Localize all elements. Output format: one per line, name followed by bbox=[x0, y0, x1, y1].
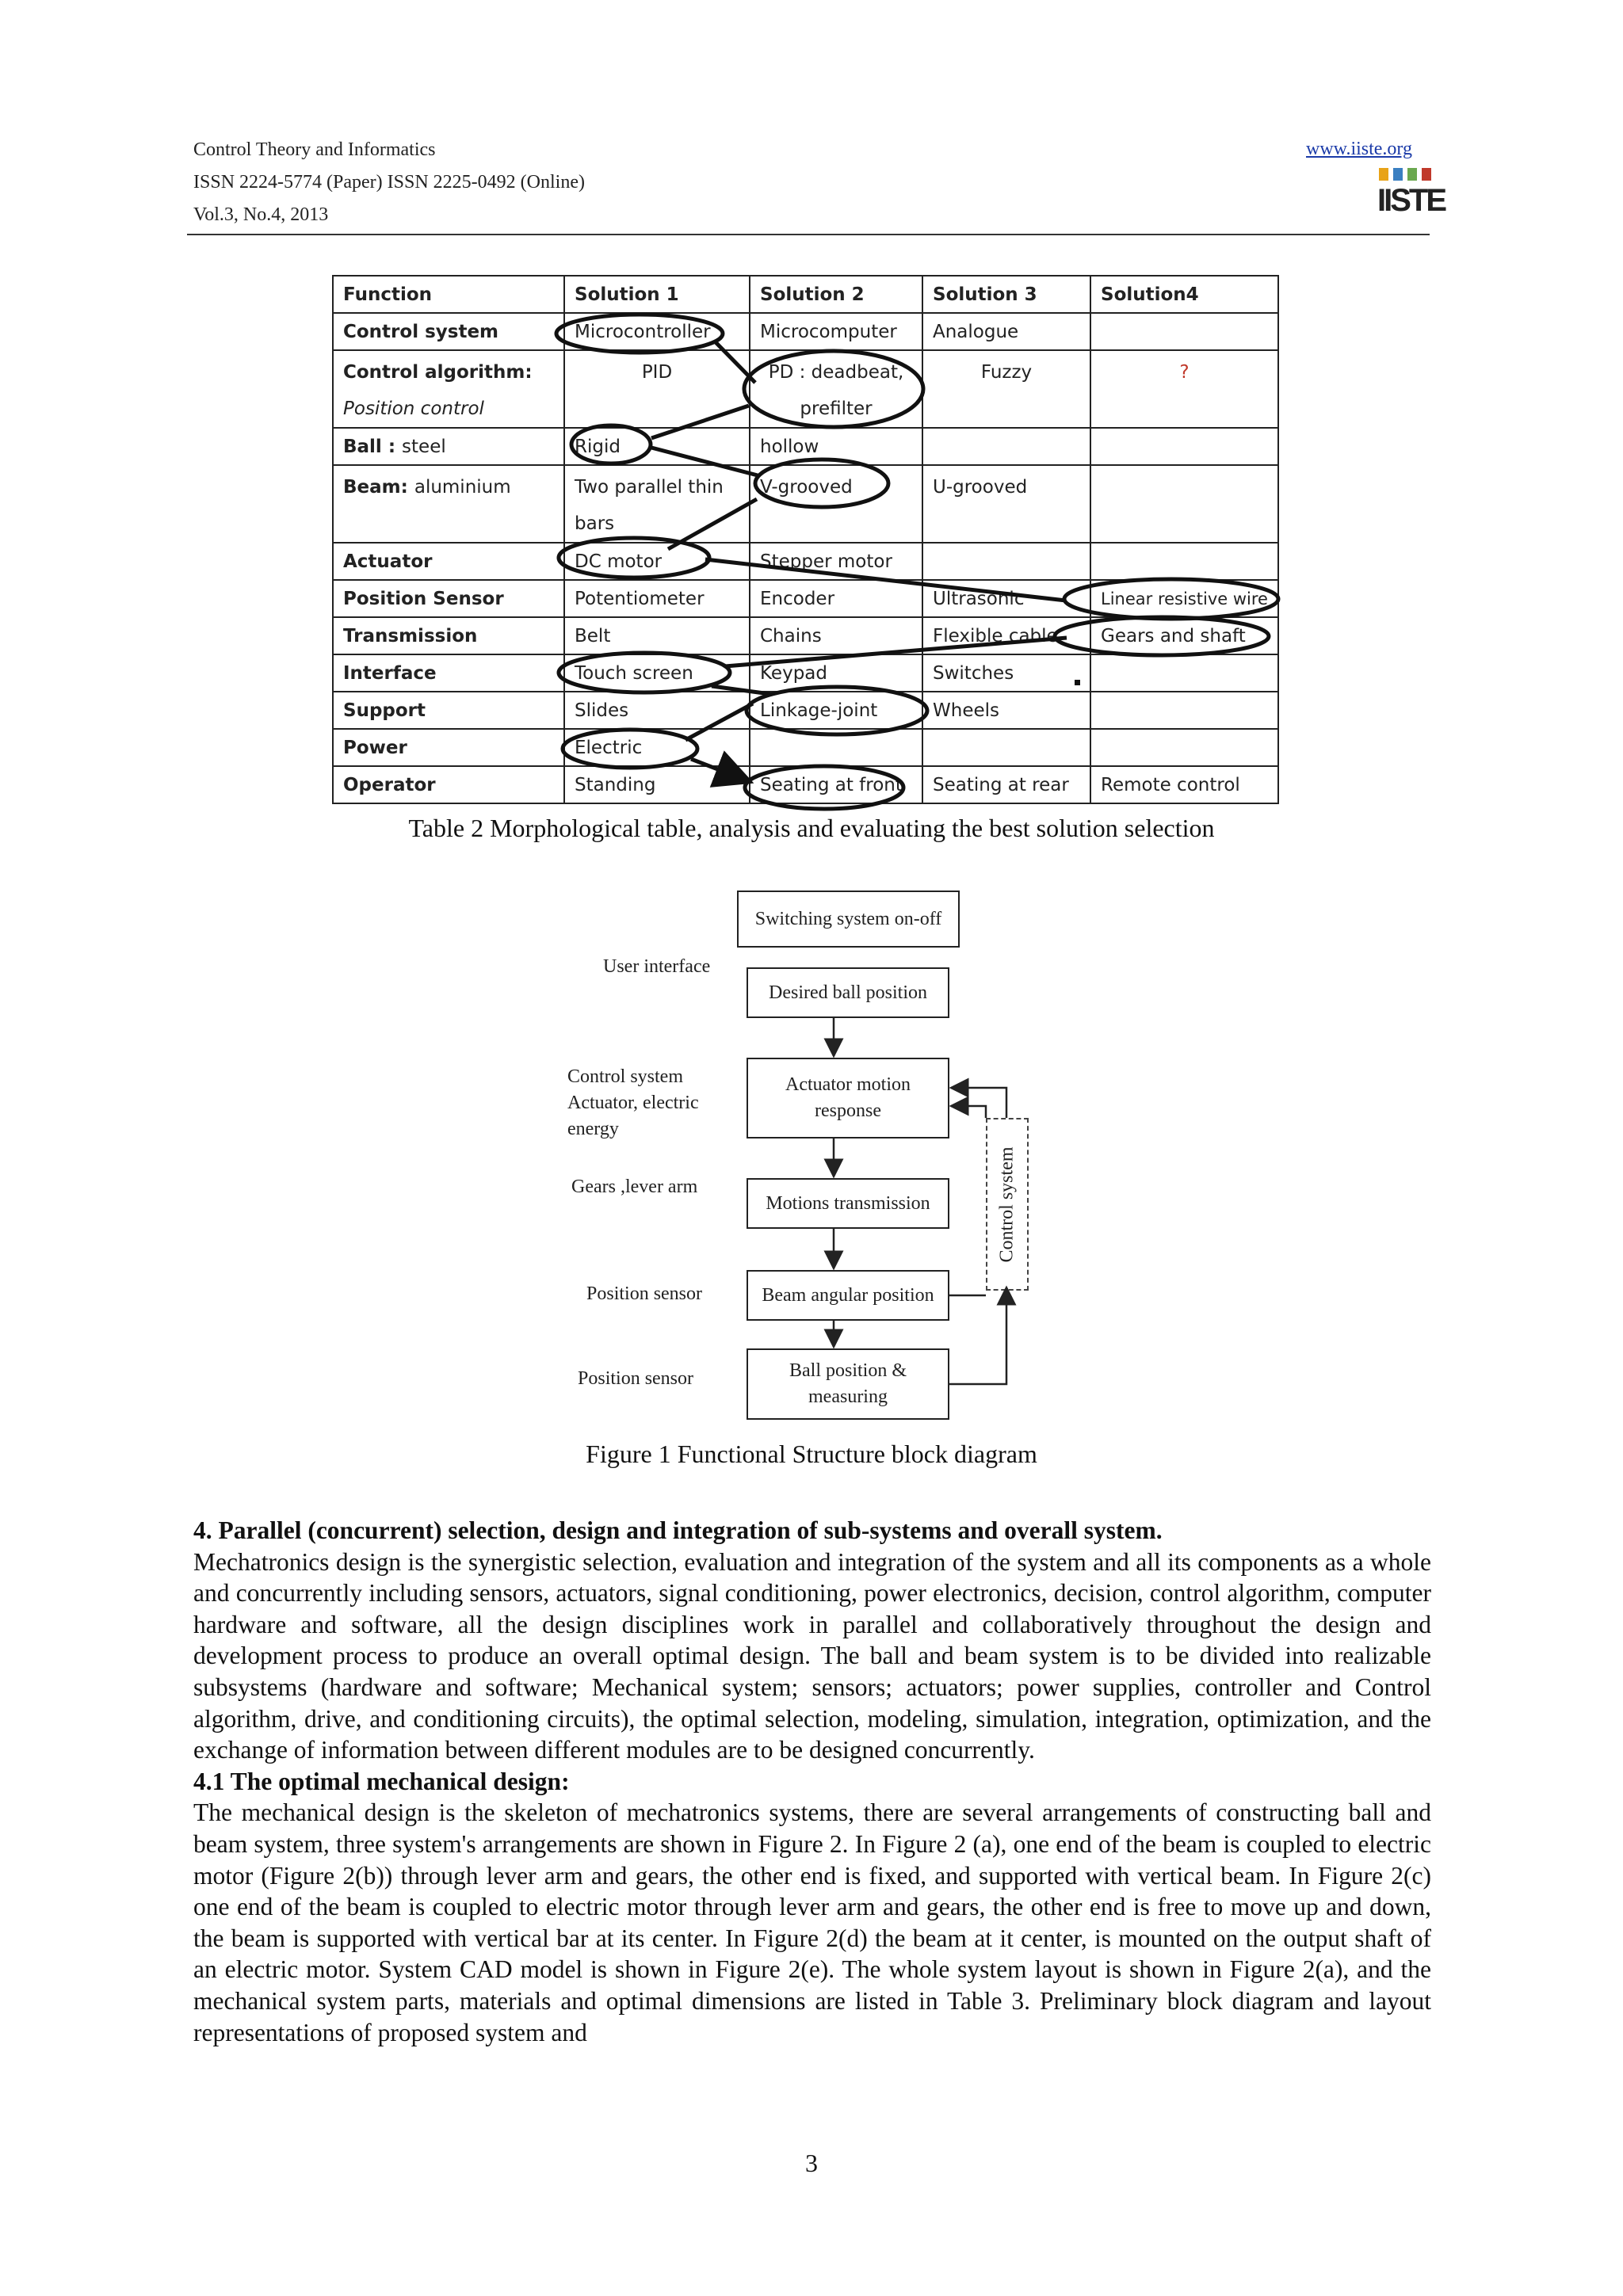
page-number: 3 bbox=[805, 2149, 818, 2177]
solution-cell: Seating at front bbox=[750, 766, 922, 803]
control-system-label: Control system bbox=[567, 1066, 684, 1087]
website-link[interactable]: www.iiste.org bbox=[1306, 139, 1412, 159]
function-label: Ball : bbox=[343, 436, 396, 457]
solution-cell: Two parallel thin bars bbox=[564, 465, 750, 543]
feedback-arrow bbox=[951, 1106, 986, 1118]
table-header-row bbox=[333, 276, 1278, 313]
solution-cell: Electric bbox=[564, 729, 750, 766]
solution-cell: Keypad bbox=[750, 654, 922, 692]
solution-cell bbox=[750, 729, 922, 766]
table-row bbox=[333, 729, 1278, 766]
logo-text: IISTE bbox=[1377, 183, 1445, 218]
function-cell bbox=[333, 428, 564, 465]
table-row bbox=[333, 313, 1278, 350]
header-cell: Solution 1 bbox=[564, 276, 750, 313]
solution-cell bbox=[1090, 313, 1278, 350]
beam-box: Beam angular position bbox=[747, 1270, 949, 1321]
solution-cell bbox=[1090, 428, 1278, 465]
solution-cell: Wheels bbox=[922, 692, 1090, 729]
user-interface-label: User interface bbox=[603, 956, 711, 977]
journal-title: Control Theory and Informatics bbox=[193, 139, 436, 160]
function-cell: Control system bbox=[333, 313, 564, 350]
table-row bbox=[333, 766, 1278, 803]
solution-cell: ? bbox=[1090, 350, 1278, 428]
solution-cell: Ultrasonic bbox=[922, 580, 1090, 617]
solution-cell: Chains bbox=[750, 617, 922, 654]
solution-cell: Standing bbox=[564, 766, 750, 803]
header-cell: Solution4 bbox=[1090, 276, 1278, 313]
header-cell: Solution 3 bbox=[922, 276, 1090, 313]
solution-cell bbox=[1090, 692, 1278, 729]
solution-cell: Fuzzy bbox=[922, 350, 1090, 428]
iiste-logo bbox=[1377, 168, 1445, 225]
function-sublabel: aluminium bbox=[414, 477, 511, 498]
function-cell: Transmission bbox=[333, 617, 564, 654]
function-sublabel: Position control bbox=[343, 399, 484, 419]
function-cell bbox=[333, 465, 564, 543]
ball-box: Ball position & measuring bbox=[747, 1348, 949, 1420]
energy-label: energy bbox=[567, 1119, 619, 1139]
actuator-box: Actuator motion response bbox=[747, 1058, 949, 1138]
feedback-arrow bbox=[949, 1287, 1006, 1384]
section-paragraph: Mechatronics design is the synergistic selection, evaluation and integration of the system and all its components as a whole and concurrently including sensors, actuators, signal conditioning, power electronics, decision, control algorithm, computer hardware and software, all the design disciplines work in parallel and collaboratively throughout the design and development process to produce an overall optimal design. The ball and beam system is to be divided into realizable subsystems (hardware and software; Mechanical system; sensors; actuators; power supplies, controller and Control algorithm, drive, and conditioning circuits), the optimal selection, modeling, simulation, integration, optimization, and the exchange of information between different modules are to be designed concurrently. bbox=[193, 1547, 1431, 1764]
solution-cell bbox=[922, 428, 1090, 465]
function-cell: Position Sensor bbox=[333, 580, 564, 617]
table-row bbox=[333, 350, 1278, 428]
solution-cell: hollow bbox=[750, 428, 922, 465]
position-sensor-label: Position sensor bbox=[578, 1368, 694, 1389]
solution-cell: Stepper motor bbox=[750, 543, 922, 580]
solution-cell: PID bbox=[564, 350, 750, 428]
solution-cell: Encoder bbox=[750, 580, 922, 617]
solution-cell: Linear resistive wire bbox=[1090, 580, 1278, 617]
table-row bbox=[333, 654, 1278, 692]
function-cell: Interface bbox=[333, 654, 564, 692]
issn-line: ISSN 2224-5774 (Paper) ISSN 2225-0492 (Online) bbox=[193, 172, 585, 193]
function-cell: Operator bbox=[333, 766, 564, 803]
function-cell: Power bbox=[333, 729, 564, 766]
table-row bbox=[333, 465, 1278, 543]
control-system-side-label: Control system bbox=[996, 1146, 1018, 1263]
function-cell: Actuator bbox=[333, 543, 564, 580]
subsection-paragraph: The mechanical design is the skeleton of mechatronics systems, there are several arrangements of constructing ball and beam system, three system's arrangements are shown in Figure 2. In Figure 2 (a), one end of the beam is coupled to electric motor (Figure 2(b)) through lever arm and gears, the other end is fixed, and supported with vertical beam. In Figure 2(c) one end of the beam is coupled to electric motor through lever arm and gears, the other end is free to move up and down, the beam is supported with vertical bar at its center. In Figure 2(d) the beam at it center, is mounted on the output shaft of an electric motor. System CAD model is shown in Figure 2(e). The whole system layout is shown in Figure 2(a), and the mechanical system parts, materials and optimal dimensions are listed in Table 3. Preliminary block diagram and layout representations of proposed system and bbox=[193, 1798, 1431, 2046]
solution-cell bbox=[922, 543, 1090, 580]
solution-cell: Potentiometer bbox=[564, 580, 750, 617]
solution-cell: Slides bbox=[564, 692, 750, 729]
feedback-arrow bbox=[951, 1088, 1006, 1118]
function-label: Beam: bbox=[343, 477, 408, 498]
table-row bbox=[333, 428, 1278, 465]
solution-cell: Touch screen bbox=[564, 654, 750, 692]
table-row bbox=[333, 580, 1278, 617]
solution-cell: U-grooved bbox=[922, 465, 1090, 543]
body-text bbox=[193, 1515, 1431, 2048]
solution-cell: Microcomputer bbox=[750, 313, 922, 350]
function-cell bbox=[333, 350, 564, 428]
morphological-table bbox=[332, 275, 1279, 804]
solution-cell: Switches bbox=[922, 654, 1090, 692]
function-sublabel: steel bbox=[402, 436, 446, 457]
gears-label: Gears ,lever arm bbox=[571, 1177, 698, 1197]
table-row bbox=[333, 692, 1278, 729]
header-cell: Solution 2 bbox=[750, 276, 922, 313]
figure-caption: Figure 1 Functional Structure block diagram bbox=[586, 1440, 1037, 1468]
solution-cell bbox=[1090, 465, 1278, 543]
logo-bars-icon bbox=[1379, 168, 1431, 181]
motions-box: Motions transmission bbox=[747, 1178, 949, 1229]
solution-cell: V-grooved bbox=[750, 465, 922, 543]
solution-cell: Gears and shaft bbox=[1090, 617, 1278, 654]
solution-cell: Seating at rear bbox=[922, 766, 1090, 803]
solution-cell: DC motor bbox=[564, 543, 750, 580]
switching-box: Switching system on-off bbox=[737, 891, 960, 948]
solution-cell: Rigid bbox=[564, 428, 750, 465]
control-system-dashed-box bbox=[986, 1118, 1029, 1291]
function-label: Control algorithm: bbox=[343, 362, 533, 383]
solution-cell: Remote control bbox=[1090, 766, 1278, 803]
solution-cell: Flexible cable bbox=[922, 617, 1090, 654]
header-cell: Function bbox=[333, 276, 564, 313]
solution-cell: Analogue bbox=[922, 313, 1090, 350]
position-sensor-label: Position sensor bbox=[586, 1283, 703, 1304]
solution-cell: Belt bbox=[564, 617, 750, 654]
solution-cell: PD : deadbeat, prefilter bbox=[750, 350, 922, 428]
table-row bbox=[333, 617, 1278, 654]
actuator-electric-label: Actuator, electric bbox=[567, 1093, 699, 1113]
section-heading: 4. Parallel (concurrent) selection, design and integration of sub-systems and overall system. bbox=[193, 1516, 1163, 1544]
function-cell: Support bbox=[333, 692, 564, 729]
solution-cell bbox=[1090, 729, 1278, 766]
table-row bbox=[333, 543, 1278, 580]
solution-cell bbox=[922, 729, 1090, 766]
solution-cell: Linkage-joint bbox=[750, 692, 922, 729]
solution-cell bbox=[1090, 654, 1278, 692]
table-caption: Table 2 Morphological table, analysis and evaluating the best solution selection bbox=[408, 814, 1215, 842]
desired-position-box: Desired ball position bbox=[747, 967, 949, 1018]
subsection-heading: 4.1 The optimal mechanical design: bbox=[193, 1767, 570, 1795]
solution-cell: Microcontroller bbox=[564, 313, 750, 350]
header-divider bbox=[187, 234, 1430, 235]
solution-cell bbox=[1090, 543, 1278, 580]
volume-line: Vol.3, No.4, 2013 bbox=[193, 204, 329, 225]
